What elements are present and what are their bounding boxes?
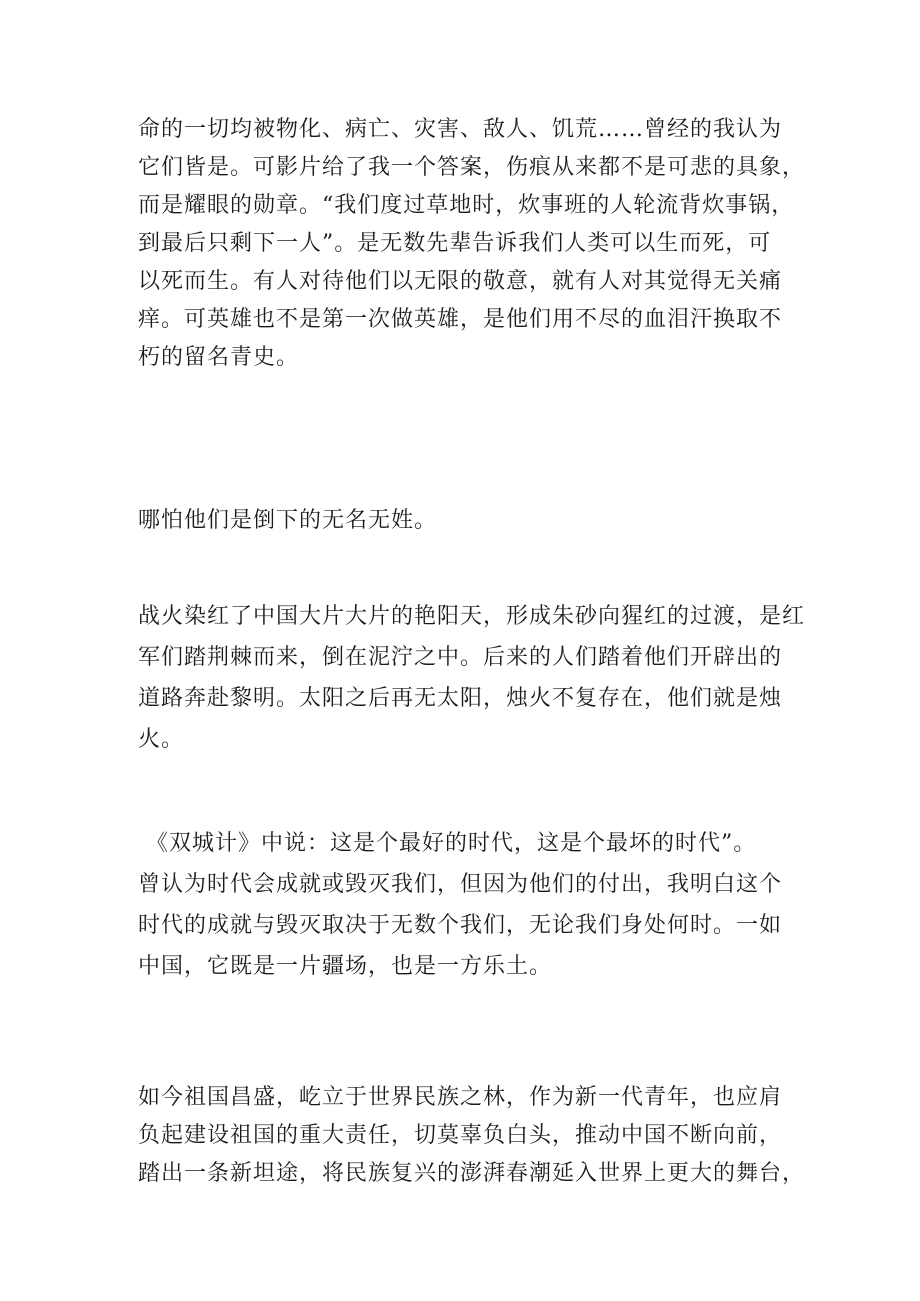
text-line: 曾认为时代会成就或毁灭我们，但因为他们的付出，我明白这个 — [138, 872, 783, 897]
text-line: 哪怕他们是倒下的无名无姓。 — [138, 508, 438, 533]
paragraph-3 — [138, 596, 806, 760]
text-line: 踏出一条新坦途，将民族复兴的澎湃春潮延入世界上更大的舞台， — [138, 1161, 806, 1186]
text-line: 《双城计》中说：这是个最好的时代，这是个最坏的时代”。 — [146, 831, 757, 856]
text-line: 痒。可英雄也不是第一次做英雄，是他们用不尽的血泪汗换取不 — [138, 307, 783, 332]
paragraph-2 — [138, 502, 798, 540]
text-line: 战火染红了中国大片大片的艳阳天，形成朱砂向猩红的过渡，是红 — [138, 604, 806, 629]
text-line: 到最后只剩下一人”。是无数先辈告诉我们人类可以生而死，可 — [138, 231, 772, 256]
text-line: 负起建设祖国的重大责任，切莫辜负白头，推动中国不断向前， — [138, 1123, 783, 1148]
text-line: 它们皆是。可影片给了我一个答案，伤痕从来都不是可悲的具象， — [138, 155, 806, 180]
text-line: 道路奔赴黎明。太阳之后再无太阳，烛火不复存在，他们就是烛 — [138, 686, 783, 711]
text-line: 而是耀眼的勋章。“我们度过草地时，炊事班的人轮流背炊事锅， — [138, 193, 795, 218]
paragraph-4 — [138, 823, 798, 987]
text-line: 如今祖国昌盛，屹立于世界民族之林，作为新一代青年，也应肩 — [138, 1085, 783, 1110]
text-line: 军们踏荆棘而来，倒在泥泞之中。后来的人们踏着他们开辟出的 — [138, 645, 783, 670]
text-line: 以死而生。有人对待他们以无限的敬意，就有人对其觉得无关痛 — [138, 269, 783, 294]
paragraph-1 — [138, 111, 806, 377]
paragraph-5 — [138, 1079, 806, 1193]
text-line: 时代的成就与毁灭取决于无数个我们，无论我们身处何时。一如 — [138, 913, 783, 938]
text-line: 火。 — [138, 727, 185, 752]
text-line: 命的一切均被物化、病亡、灾害、敌人、饥荒……曾经的我认为 — [138, 117, 783, 142]
text-line: 中国，它既是一片疆场，也是一方乐土。 — [138, 954, 553, 979]
text-line: 朽的留名青史。 — [138, 345, 300, 370]
